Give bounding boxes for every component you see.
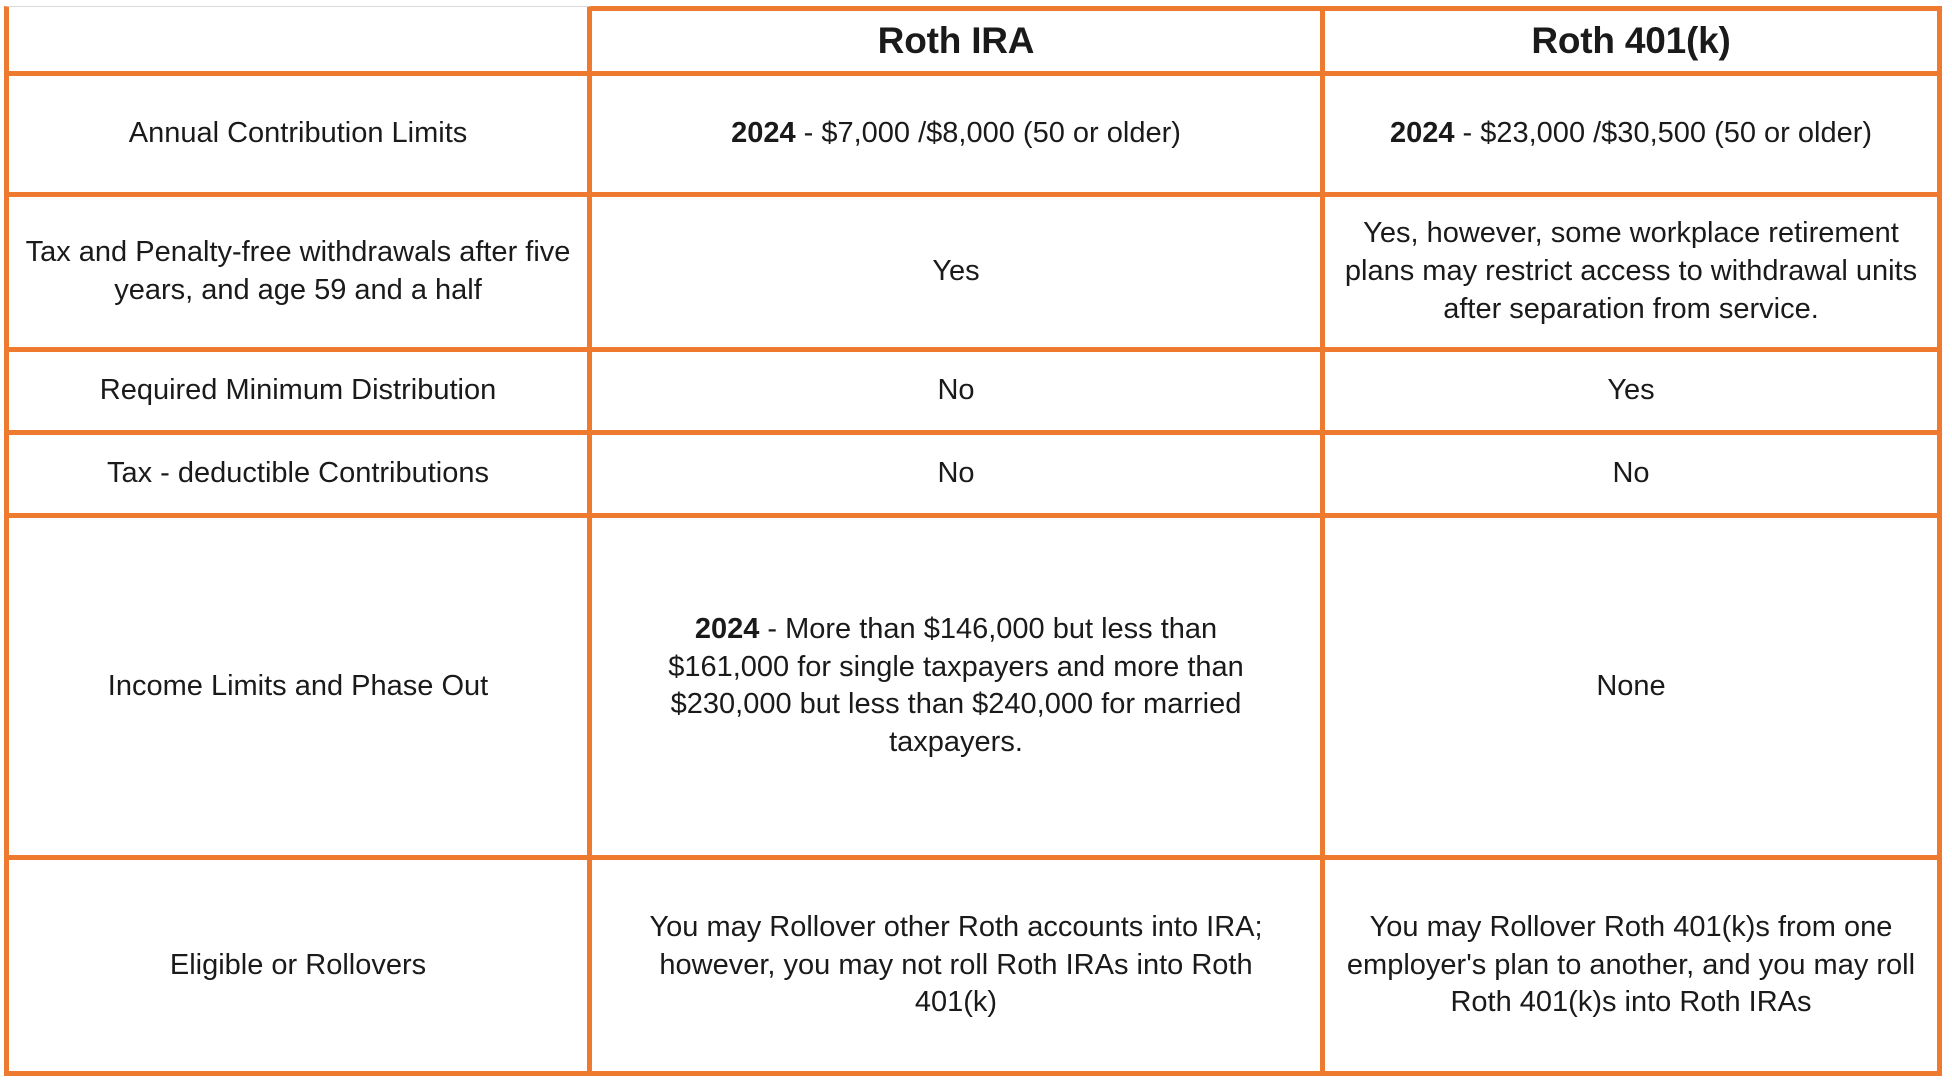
table-row (4, 518, 1942, 860)
table-row (4, 76, 1942, 197)
cell-income-limits-roth-401k: None (1325, 518, 1942, 860)
cell-withdrawals-roth-ira: Yes (592, 197, 1325, 351)
cell-tax-deductible-roth-ira: No (592, 435, 1325, 518)
header-roth-ira: Roth IRA (592, 6, 1325, 76)
roth-comparison-table (4, 6, 1942, 1076)
cell-income-limits-roth-ira (592, 518, 1325, 860)
year-emphasis: 2024 (694, 612, 760, 645)
row-label-tax-deductible-contributions: Tax - deductible Contributions (4, 435, 592, 518)
year-emphasis: 2024 (1389, 117, 1455, 150)
table-header-row (4, 6, 1942, 76)
cell-rmd-roth-ira: No (592, 352, 1325, 435)
header-blank-corner (4, 6, 592, 76)
row-label-eligible-or-rollovers: Eligible or Rollovers (4, 860, 592, 1076)
cell-annual-contribution-limits-roth-ira (592, 76, 1325, 197)
row-label-tax-penalty-free-withdrawals: Tax and Penalty-free withdrawals after five years, and age 59 and a half (4, 197, 592, 351)
table-row (4, 435, 1942, 518)
row-label-required-minimum-distribution: Required Minimum Distribution (4, 352, 592, 435)
value-text: - $7,000 /$8,000 (50 or older) (795, 117, 1181, 150)
row-label-income-limits-phase-out: Income Limits and Phase Out (4, 518, 592, 860)
value-text: - More than $146,000 but less than $161,000 for single taxpayers and more than $230,000 but less than $240,000 for married taxpayers. (668, 612, 1244, 759)
table-row (4, 352, 1942, 435)
cell-tax-deductible-roth-401k: No (1325, 435, 1942, 518)
table-row (4, 860, 1942, 1076)
cell-rmd-roth-401k: Yes (1325, 352, 1942, 435)
table-row (4, 197, 1942, 351)
value-text: - $23,000 /$30,500 (50 or older) (1454, 117, 1873, 150)
header-roth-401k: Roth 401(k) (1325, 6, 1942, 76)
year-emphasis: 2024 (731, 117, 796, 150)
cell-rollovers-roth-401k: You may Rollover Roth 401(k)s from one employer's plan to another, and you may roll Roth 401(k)s into Roth IRAs (1325, 860, 1942, 1076)
row-label-annual-contribution-limits: Annual Contribution Limits (4, 76, 592, 197)
cell-annual-contribution-limits-roth-401k (1325, 76, 1942, 197)
cell-rollovers-roth-ira: You may Rollover other Roth accounts into IRA; however, you may not roll Roth IRAs into Roth 401(k) (592, 860, 1325, 1076)
cell-withdrawals-roth-401k: Yes, however, some workplace retirement plans may restrict access to withdrawal units after separation from service. (1325, 197, 1942, 351)
